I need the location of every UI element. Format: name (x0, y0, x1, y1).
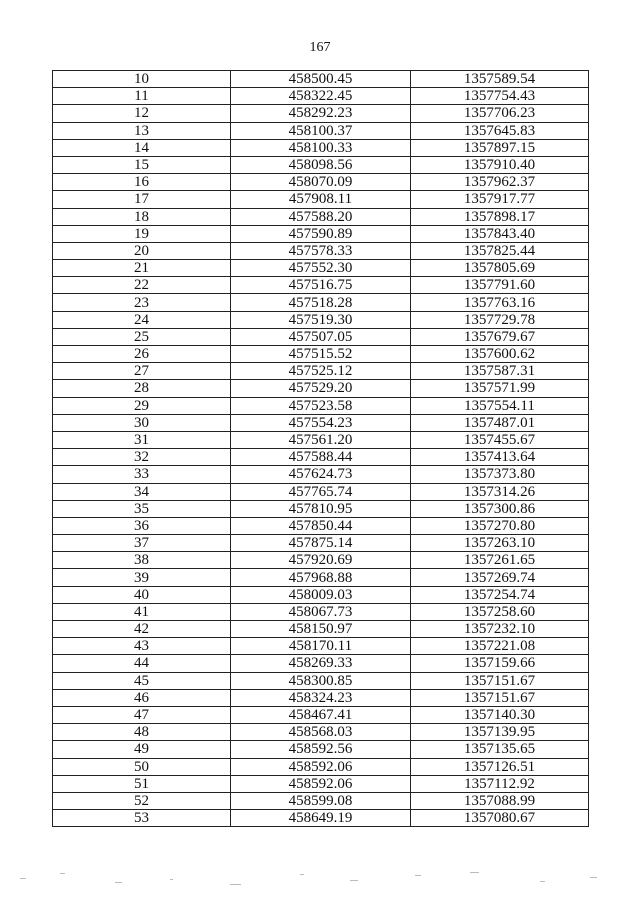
y-coordinate-cell: 1357805.69 (411, 260, 589, 277)
scan-speck (230, 884, 241, 885)
y-coordinate-cell: 1357571.99 (411, 380, 589, 397)
table-row (53, 71, 589, 88)
scan-speck (415, 875, 421, 876)
table-row (53, 569, 589, 586)
scan-speck (590, 877, 597, 878)
y-coordinate-cell: 1357843.40 (411, 225, 589, 242)
y-coordinate-cell: 1357554.11 (411, 397, 589, 414)
table-row (53, 88, 589, 105)
point-number-cell: 41 (53, 603, 231, 620)
y-coordinate-cell: 1357221.08 (411, 638, 589, 655)
y-coordinate-cell: 1357270.80 (411, 517, 589, 534)
x-coordinate-cell: 458322.45 (231, 88, 411, 105)
point-number-cell: 47 (53, 706, 231, 723)
y-coordinate-cell: 1357135.65 (411, 741, 589, 758)
x-coordinate-cell: 458324.23 (231, 689, 411, 706)
x-coordinate-cell: 458098.56 (231, 156, 411, 173)
x-coordinate-cell: 457523.58 (231, 397, 411, 414)
table-row (53, 225, 589, 242)
point-number-cell: 38 (53, 552, 231, 569)
x-coordinate-cell: 458009.03 (231, 586, 411, 603)
table-row (53, 500, 589, 517)
x-coordinate-cell: 458070.09 (231, 174, 411, 191)
scan-speck (350, 880, 358, 881)
point-number-cell: 29 (53, 397, 231, 414)
point-number-cell: 52 (53, 792, 231, 809)
table-row (53, 706, 589, 723)
y-coordinate-cell: 1357126.51 (411, 758, 589, 775)
x-coordinate-cell: 457920.69 (231, 552, 411, 569)
y-coordinate-cell: 1357825.44 (411, 242, 589, 259)
point-number-cell: 45 (53, 672, 231, 689)
point-number-cell: 34 (53, 483, 231, 500)
point-number-cell: 19 (53, 225, 231, 242)
table-row (53, 346, 589, 363)
scan-artifacts (20, 870, 620, 890)
point-number-cell: 32 (53, 449, 231, 466)
point-number-cell: 16 (53, 174, 231, 191)
point-number-cell: 24 (53, 311, 231, 328)
table-row (53, 689, 589, 706)
table-row (53, 535, 589, 552)
table-row (53, 431, 589, 448)
y-coordinate-cell: 1357151.67 (411, 689, 589, 706)
x-coordinate-cell: 457588.20 (231, 208, 411, 225)
x-coordinate-cell: 457968.88 (231, 569, 411, 586)
table-row (53, 672, 589, 689)
page-number: 167 (309, 40, 331, 55)
y-coordinate-cell: 1357112.92 (411, 775, 589, 792)
table-row (53, 363, 589, 380)
x-coordinate-cell: 457516.75 (231, 277, 411, 294)
x-coordinate-cell: 457875.14 (231, 535, 411, 552)
table-row (53, 517, 589, 534)
point-number-cell: 39 (53, 569, 231, 586)
point-number-cell: 37 (53, 535, 231, 552)
y-coordinate-cell: 1357269.74 (411, 569, 589, 586)
point-number-cell: 20 (53, 242, 231, 259)
point-number-cell: 12 (53, 105, 231, 122)
point-number-cell: 10 (53, 71, 231, 88)
y-coordinate-cell: 1357791.60 (411, 277, 589, 294)
point-number-cell: 40 (53, 586, 231, 603)
point-number-cell: 14 (53, 139, 231, 156)
point-number-cell: 21 (53, 260, 231, 277)
point-number-cell: 13 (53, 122, 231, 139)
y-coordinate-cell: 1357232.10 (411, 621, 589, 638)
x-coordinate-cell: 457624.73 (231, 466, 411, 483)
point-number-cell: 27 (53, 363, 231, 380)
y-coordinate-cell: 1357917.77 (411, 191, 589, 208)
table-row (53, 621, 589, 638)
y-coordinate-cell: 1357300.86 (411, 500, 589, 517)
point-number-cell: 15 (53, 156, 231, 173)
x-coordinate-cell: 458649.19 (231, 810, 411, 827)
y-coordinate-cell: 1357140.30 (411, 706, 589, 723)
y-coordinate-cell: 1357679.67 (411, 328, 589, 345)
y-coordinate-cell: 1357139.95 (411, 724, 589, 741)
y-coordinate-cell: 1357455.67 (411, 431, 589, 448)
y-coordinate-cell: 1357706.23 (411, 105, 589, 122)
point-number-cell: 11 (53, 88, 231, 105)
table-row (53, 638, 589, 655)
y-coordinate-cell: 1357487.01 (411, 414, 589, 431)
x-coordinate-cell: 458100.37 (231, 122, 411, 139)
scan-speck (300, 874, 304, 875)
y-coordinate-cell: 1357600.62 (411, 346, 589, 363)
point-number-cell: 48 (53, 724, 231, 741)
y-coordinate-cell: 1357645.83 (411, 122, 589, 139)
y-coordinate-cell: 1357263.10 (411, 535, 589, 552)
x-coordinate-cell: 457590.89 (231, 225, 411, 242)
table-row (53, 277, 589, 294)
x-coordinate-cell: 457810.95 (231, 500, 411, 517)
x-coordinate-cell: 457518.28 (231, 294, 411, 311)
point-number-cell: 35 (53, 500, 231, 517)
x-coordinate-cell: 457552.30 (231, 260, 411, 277)
scan-speck (20, 878, 26, 879)
table-row (53, 552, 589, 569)
point-number-cell: 18 (53, 208, 231, 225)
y-coordinate-cell: 1357729.78 (411, 311, 589, 328)
x-coordinate-cell: 457515.52 (231, 346, 411, 363)
y-coordinate-cell: 1357261.65 (411, 552, 589, 569)
x-coordinate-cell: 457588.44 (231, 449, 411, 466)
point-number-cell: 46 (53, 689, 231, 706)
x-coordinate-cell: 458292.23 (231, 105, 411, 122)
table-row (53, 105, 589, 122)
point-number-cell: 51 (53, 775, 231, 792)
y-coordinate-cell: 1357962.37 (411, 174, 589, 191)
table-row (53, 191, 589, 208)
x-coordinate-cell: 458599.08 (231, 792, 411, 809)
point-number-cell: 49 (53, 741, 231, 758)
x-coordinate-cell: 457561.20 (231, 431, 411, 448)
x-coordinate-cell: 458592.56 (231, 741, 411, 758)
table-row (53, 294, 589, 311)
table-row (53, 586, 589, 603)
x-coordinate-cell: 458150.97 (231, 621, 411, 638)
point-number-cell: 33 (53, 466, 231, 483)
table-row (53, 655, 589, 672)
point-number-cell: 36 (53, 517, 231, 534)
point-number-cell: 53 (53, 810, 231, 827)
point-number-cell: 44 (53, 655, 231, 672)
table-row (53, 810, 589, 827)
table-row (53, 397, 589, 414)
point-number-cell: 43 (53, 638, 231, 655)
scan-speck (115, 882, 122, 883)
table-row (53, 603, 589, 620)
table-row (53, 449, 589, 466)
point-number-cell: 28 (53, 380, 231, 397)
x-coordinate-cell: 458467.41 (231, 706, 411, 723)
y-coordinate-cell: 1357314.26 (411, 483, 589, 500)
x-coordinate-cell: 458170.11 (231, 638, 411, 655)
table-row (53, 242, 589, 259)
x-coordinate-cell: 457519.30 (231, 311, 411, 328)
y-coordinate-cell: 1357151.67 (411, 672, 589, 689)
table-row (53, 741, 589, 758)
y-coordinate-cell: 1357754.43 (411, 88, 589, 105)
y-coordinate-cell: 1357254.74 (411, 586, 589, 603)
y-coordinate-cell: 1357763.16 (411, 294, 589, 311)
y-coordinate-cell: 1357373.80 (411, 466, 589, 483)
y-coordinate-cell: 1357088.99 (411, 792, 589, 809)
x-coordinate-cell: 458592.06 (231, 775, 411, 792)
scan-speck (60, 873, 65, 874)
y-coordinate-cell: 1357589.54 (411, 71, 589, 88)
table-row (53, 260, 589, 277)
scan-speck (540, 881, 545, 882)
point-number-cell: 31 (53, 431, 231, 448)
y-coordinate-cell: 1357258.60 (411, 603, 589, 620)
x-coordinate-cell: 457765.74 (231, 483, 411, 500)
x-coordinate-cell: 458100.33 (231, 139, 411, 156)
table-row (53, 380, 589, 397)
table-row (53, 208, 589, 225)
x-coordinate-cell: 457908.11 (231, 191, 411, 208)
y-coordinate-cell: 1357910.40 (411, 156, 589, 173)
y-coordinate-cell: 1357080.67 (411, 810, 589, 827)
table-row (53, 724, 589, 741)
coordinates-table-body (53, 71, 589, 827)
x-coordinate-cell: 458067.73 (231, 603, 411, 620)
table-row (53, 775, 589, 792)
scan-speck (470, 872, 479, 873)
table-row (53, 414, 589, 431)
y-coordinate-cell: 1357898.17 (411, 208, 589, 225)
x-coordinate-cell: 458500.45 (231, 71, 411, 88)
point-number-cell: 50 (53, 758, 231, 775)
y-coordinate-cell: 1357587.31 (411, 363, 589, 380)
table-row (53, 139, 589, 156)
x-coordinate-cell: 458300.85 (231, 672, 411, 689)
table-row (53, 174, 589, 191)
table-row (53, 792, 589, 809)
table-row (53, 328, 589, 345)
point-number-cell: 30 (53, 414, 231, 431)
table-row (53, 758, 589, 775)
table-row (53, 466, 589, 483)
point-number-cell: 17 (53, 191, 231, 208)
x-coordinate-cell: 457507.05 (231, 328, 411, 345)
y-coordinate-cell: 1357413.64 (411, 449, 589, 466)
y-coordinate-cell: 1357897.15 (411, 139, 589, 156)
x-coordinate-cell: 458568.03 (231, 724, 411, 741)
table-row (53, 156, 589, 173)
scan-speck (170, 879, 173, 880)
point-number-cell: 42 (53, 621, 231, 638)
x-coordinate-cell: 457529.20 (231, 380, 411, 397)
y-coordinate-cell: 1357159.66 (411, 655, 589, 672)
x-coordinate-cell: 458269.33 (231, 655, 411, 672)
point-number-cell: 23 (53, 294, 231, 311)
point-number-cell: 22 (53, 277, 231, 294)
table-row (53, 122, 589, 139)
table-row (53, 311, 589, 328)
x-coordinate-cell: 457554.23 (231, 414, 411, 431)
x-coordinate-cell: 457850.44 (231, 517, 411, 534)
point-number-cell: 26 (53, 346, 231, 363)
table-row (53, 483, 589, 500)
x-coordinate-cell: 457525.12 (231, 363, 411, 380)
coordinates-table (52, 70, 589, 827)
x-coordinate-cell: 457578.33 (231, 242, 411, 259)
x-coordinate-cell: 458592.06 (231, 758, 411, 775)
point-number-cell: 25 (53, 328, 231, 345)
